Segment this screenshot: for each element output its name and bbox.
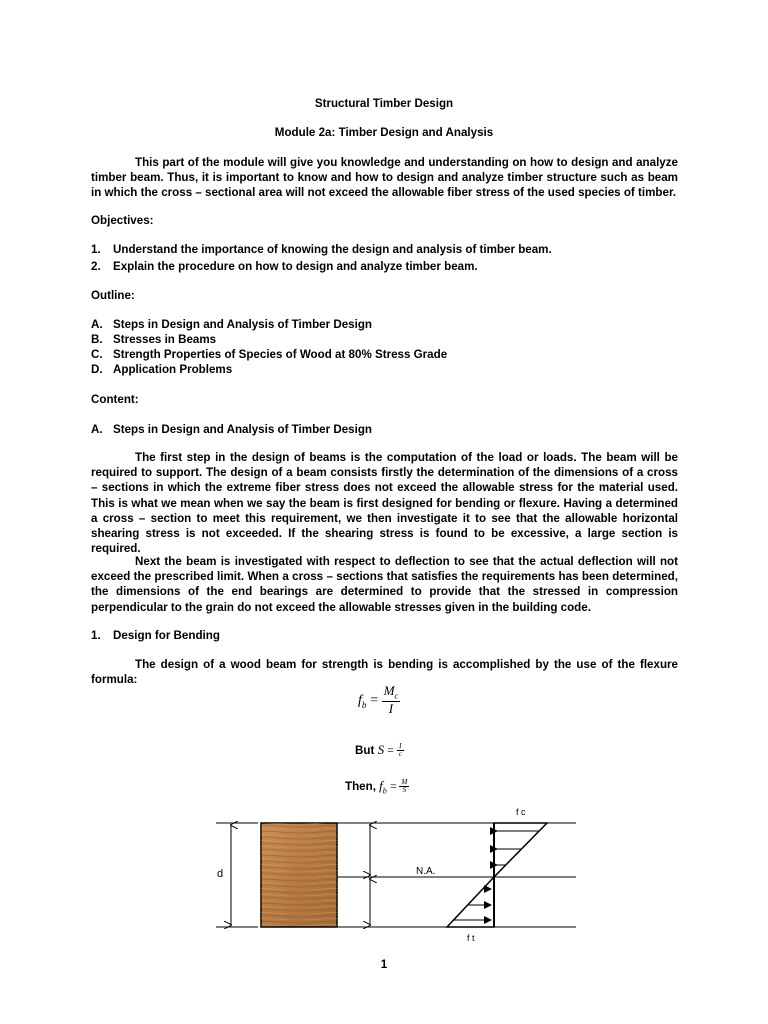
list-item-text: Application Problems <box>113 363 233 376</box>
tension-stress-label: f t <box>467 933 475 943</box>
list-item-number: C. <box>91 348 103 361</box>
paragraph-1: The first step in the design of beams is the computation of the load or loads. The beam will be required to support. The design of a beam consists firstly the determination of the dimensions of a cross – sections in which the extreme fiber stress does not exceed the allowable stress for the material used. This is what we mean when we say the beam is first designed for bending or flexure. Having a determined a cross – section to meet this requirement, we then investigate it to see that the allowable horizontal shearing stress is not exceeded. If the shearing stress is found to be excessive, a large section is required. <box>91 451 678 556</box>
section-number: 1. <box>91 629 101 642</box>
section-number: A. <box>91 423 103 436</box>
section-title: Steps in Design and Analysis of Timber Design <box>113 423 372 436</box>
list-item <box>91 347 447 362</box>
section-heading-a <box>91 422 372 437</box>
content-heading: Content: <box>91 393 139 406</box>
list-item <box>91 317 372 332</box>
list-item-number: D. <box>91 363 103 376</box>
stress-distribution <box>447 807 547 943</box>
list-item <box>91 259 478 274</box>
list-item <box>91 332 216 347</box>
outline-heading: Outline: <box>91 289 135 302</box>
stress-diagram-guides <box>337 823 576 927</box>
page-number: 1 <box>380 958 388 971</box>
section-heading-1 <box>91 628 220 643</box>
list-item-text: Strength Properties of Species of Wood at 80% Stress Grade <box>113 348 448 361</box>
section-modulus-formula: But S = $\frac{I}{c}$ <box>355 741 402 759</box>
paragraph-2: Next the beam is investigated with respect to deflection to see that the actual deflection will not exceed the prescribed limit. When a cross – sections that satisfies the requirements has been determined, the dimensions of the end bearings are determined to provide that the stressed in compression perpendicular to the grain do not exceed the allowable stresses given in the building code. <box>91 555 678 614</box>
intro-paragraph: This part of the module will give you knowledge and understanding on how to design and analyze timber beam. Thus, it is important to know and how to design and analyze timber structure such as beam in which the cross – sectional area will not exceed the allowable fiber stress of the used species of timber. <box>91 156 678 200</box>
compression-stress-label: f c <box>516 807 526 817</box>
list-item-number: 2. <box>91 260 101 273</box>
paragraph-3: The design of a wood beam for strength is bending is accomplished by the use of the flexure formula: <box>91 658 678 687</box>
bending-stress-formula: Then, $f_b$ = $\frac{M}{S}$ <box>345 777 408 796</box>
module-title: Module 2a: Timber Design and Analysis <box>274 126 494 139</box>
depth-label: d <box>217 868 224 880</box>
beam-cross-section <box>261 823 337 927</box>
bending-stress-diagram <box>0 800 768 950</box>
list-item <box>91 242 552 257</box>
document-title: Structural Timber Design <box>314 97 454 110</box>
neutral-axis-label: N.A. <box>416 866 436 877</box>
objectives-heading: Objectives: <box>91 214 154 227</box>
list-item-text: Steps in Design and Analysis of Timber Design <box>113 318 372 331</box>
list-item-number: B. <box>91 333 103 346</box>
list-item-number: 1. <box>91 243 101 256</box>
list-item-text: Stresses in Beams <box>113 333 217 346</box>
flexure-formula: $f_b$ = $\frac{M_c}{I}$ <box>358 683 399 717</box>
list-item-text: Understand the importance of knowing the design and analysis of timber beam. <box>113 243 552 256</box>
depth-dimension <box>216 823 258 927</box>
list-item-text: Explain the procedure on how to design and analyze timber beam. <box>113 260 478 273</box>
list-item <box>91 362 232 377</box>
section-title: Design for Bending <box>113 629 220 642</box>
list-item-number: A. <box>91 318 103 331</box>
